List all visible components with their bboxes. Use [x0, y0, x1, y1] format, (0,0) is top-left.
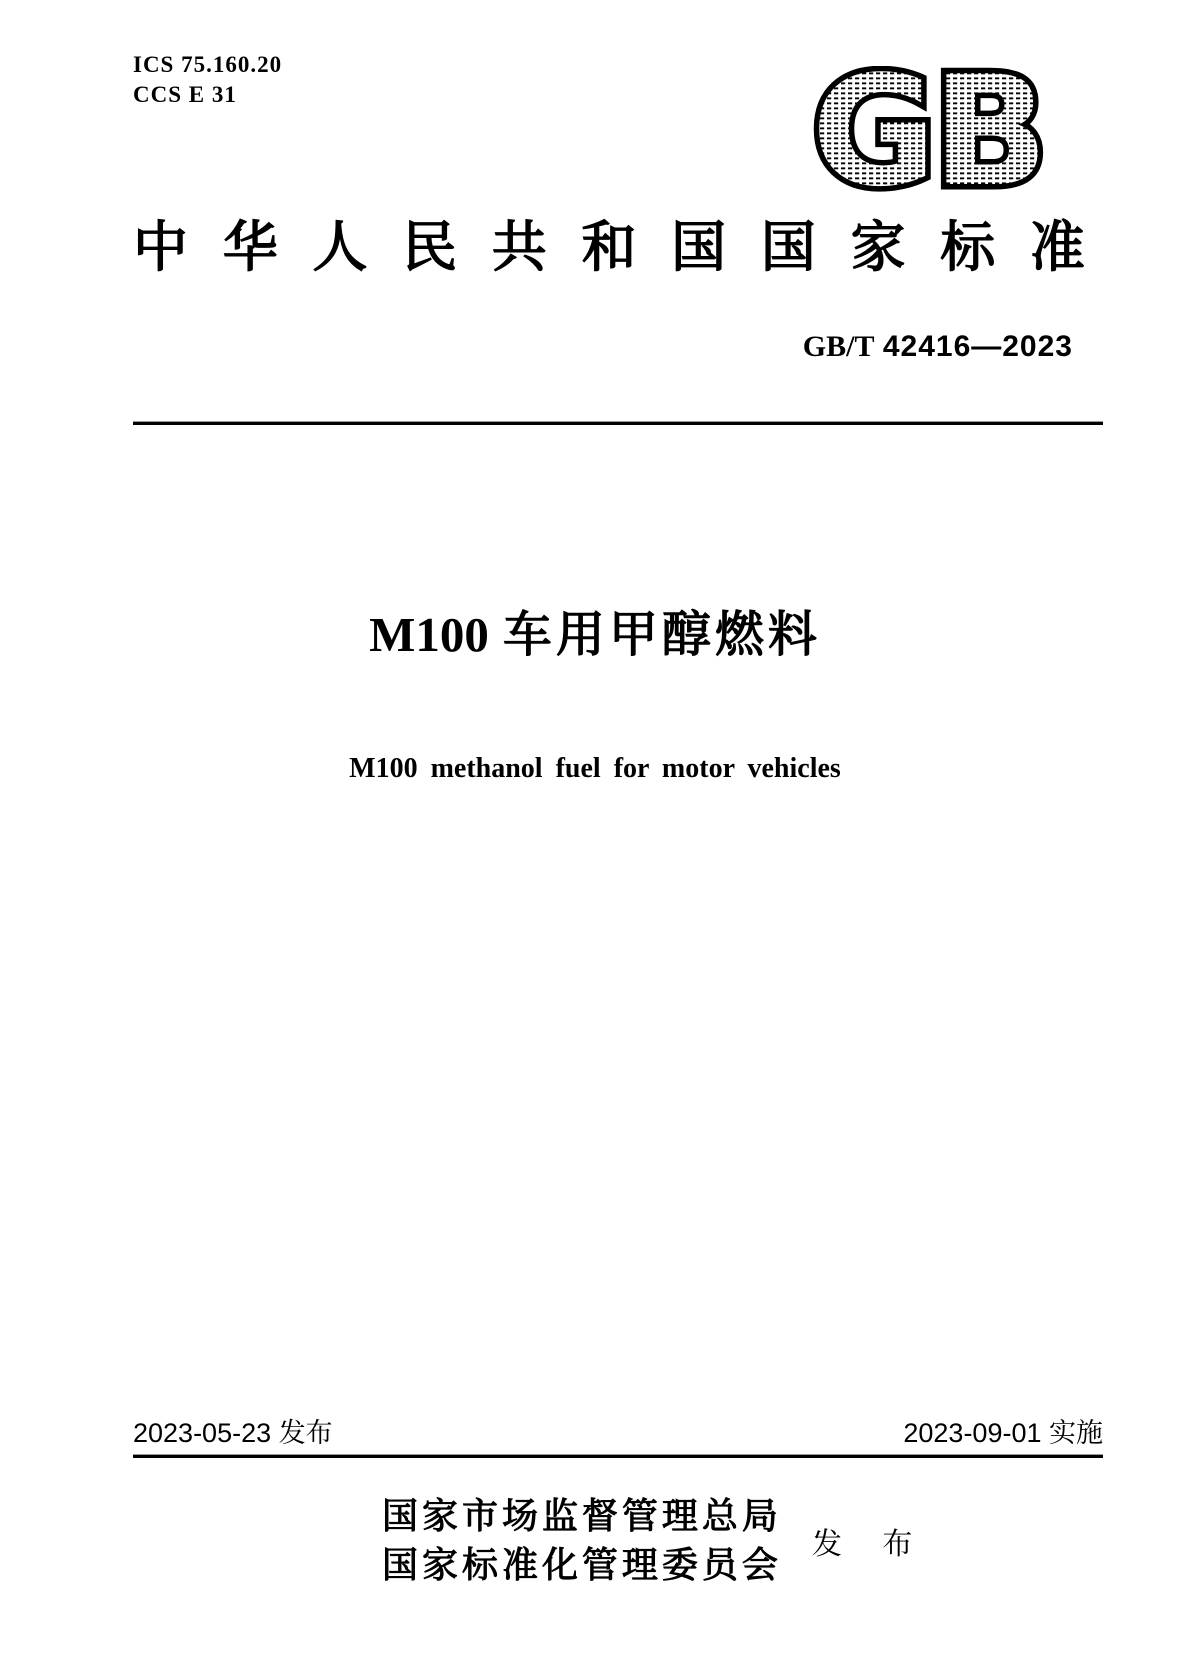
svg-text:GB: GB	[811, 66, 1045, 192]
classification-codes	[133, 50, 282, 111]
bottom-divider-rule	[133, 1454, 1103, 1458]
standard-number-value: 42416—2023	[882, 330, 1073, 363]
document-title	[0, 606, 1190, 664]
implementation-date: 2023-09-01 实施	[903, 1418, 1103, 1448]
national-standard-header: 中 华 人 民 共 和 国 国 家 标 准	[133, 217, 1085, 278]
standard-number-prefix: GB/T	[802, 330, 875, 363]
issuer-names	[382, 1492, 778, 1590]
issuer-block	[382, 1492, 928, 1590]
issuer-line-2: 国 家 标 准 化 管 理 委 员 会	[382, 1545, 778, 1585]
top-divider-rule	[133, 421, 1103, 425]
issue-date: 2023-05-23 发布	[133, 1418, 333, 1448]
gb-logo-icon	[806, 66, 1050, 192]
document-title-latin: M100	[369, 607, 489, 662]
document-title-cjk: 车用甲醇燃料	[502, 608, 821, 662]
issuer-line-1: 国 家 市 场 监 督 管 理 总 局	[382, 1496, 778, 1536]
ics-code: ICS 75.160.20	[133, 52, 283, 77]
issue-label: 发 布	[812, 1528, 929, 1561]
ccs-code: CCS E 31	[133, 82, 237, 108]
document-title-english: M100 methanol fuel for motor vehicles	[349, 753, 841, 784]
standard-number	[133, 330, 1085, 364]
dates-row	[133, 1417, 1103, 1449]
